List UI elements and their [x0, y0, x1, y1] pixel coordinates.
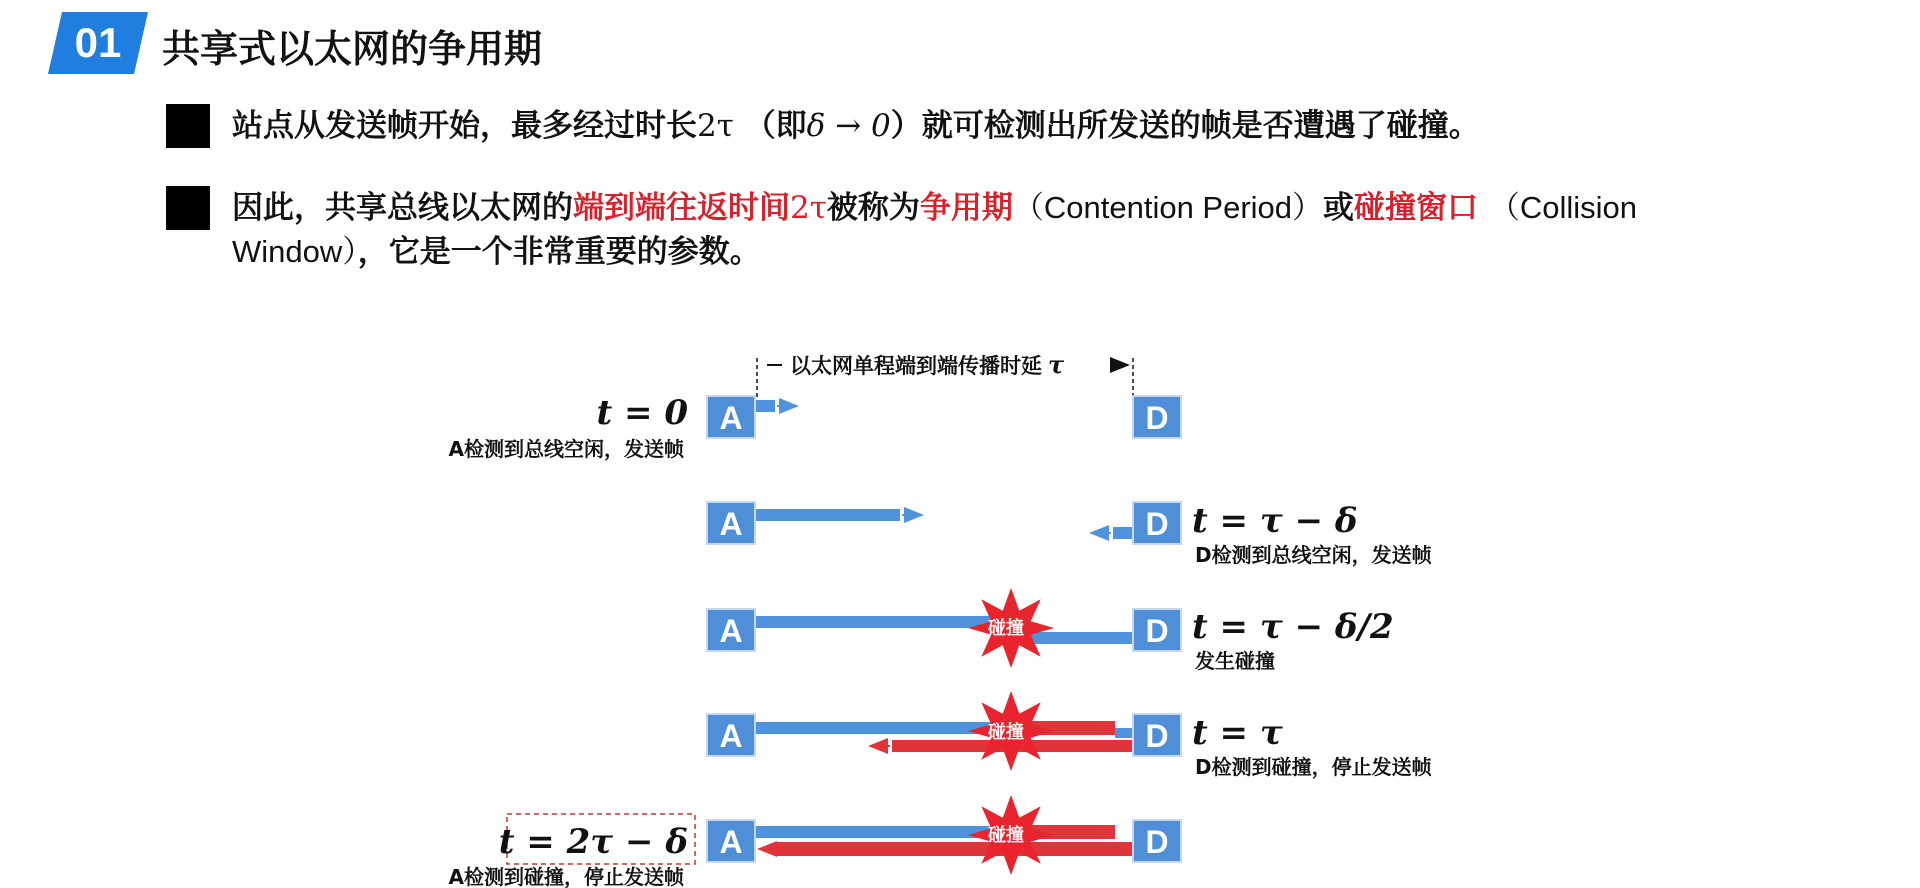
- collision-window-english: （Collision: [1488, 190, 1638, 225]
- collision-label-row-4: 碰撞: [988, 722, 1024, 743]
- row-4: [707, 691, 1433, 779]
- caption-row-2: D检测到总线空闲，发送帧: [1195, 543, 1432, 567]
- window-english: Window）: [232, 234, 358, 269]
- caption-row-3: 发生碰撞: [1195, 649, 1275, 673]
- row-5: [449, 795, 1181, 888]
- node-a-letter-row-3: A: [719, 613, 743, 649]
- row-3: [707, 588, 1394, 673]
- contention-period-english: （Contention Period）: [1012, 190, 1324, 225]
- frame-a-row-3: [755, 616, 1005, 628]
- frame-d-row-2: [1113, 527, 1133, 539]
- highlight-rtt: 端到端往返时间: [573, 190, 790, 226]
- node-d-letter-row-4: D: [1145, 718, 1169, 754]
- frame-d-row-4: [1115, 728, 1133, 738]
- delay-label: 以太网单程端到端传播时延 τ: [790, 350, 1065, 379]
- highlight-contention-period: 争用期: [919, 190, 1013, 226]
- page-title: 共享式以太网的争用期: [162, 27, 543, 71]
- node-a-letter-row-1: A: [719, 400, 743, 436]
- return-red-row-5: [775, 842, 1133, 856]
- bullet-2-rest: ，它是一个非常重要的参数。: [357, 234, 761, 270]
- time-label-row-2: t = τ − δ: [1192, 501, 1358, 541]
- collision-label-row-3: 碰撞: [988, 618, 1024, 639]
- node-a-letter-row-4: A: [719, 718, 743, 754]
- bullet-1-prefix: 站点从发送帧开始，最多经过时长: [232, 108, 697, 144]
- row-1: [449, 393, 1181, 461]
- node-d-letter-row-5: D: [1145, 824, 1169, 860]
- node-d-letter-row-3: D: [1145, 613, 1169, 649]
- node-d-letter-row-1: D: [1145, 400, 1169, 436]
- highlight-collision-window: 碰撞窗口: [1354, 190, 1479, 226]
- bullet-2-p1: 因此，共享总线以太网的: [232, 190, 573, 226]
- bullet-2-p3: 或: [1323, 190, 1355, 226]
- node-a-letter-row-5: A: [719, 824, 743, 860]
- row-2: [707, 501, 1433, 567]
- caption-row-4: D检测到碰撞，停止发送帧: [1195, 755, 1432, 779]
- node-a-letter-row-2: A: [719, 506, 743, 542]
- caption-row-1: A检测到总线空闲，发送帧: [448, 437, 684, 461]
- collision-label-row-5: 碰撞: [988, 825, 1024, 846]
- time-label-row-5: t = 2τ − δ: [498, 822, 688, 862]
- caption-row-5: A检测到碰撞，停止发送帧: [448, 865, 684, 888]
- frame-a-row-1: [755, 400, 775, 412]
- highlight-rtt-math: 2τ: [790, 190, 827, 226]
- node-d-letter-row-2: D: [1145, 506, 1169, 542]
- frame-a-row-2: [755, 509, 900, 521]
- bullet-1-suffix: ）就可检测出所发送的帧是否遭遇了碰撞。: [890, 108, 1480, 144]
- bullet-1-math-delta: δ → 0: [806, 108, 891, 144]
- bullet-2-p2: 被称为: [826, 190, 920, 226]
- time-label-row-3: t = τ − δ/2: [1192, 607, 1394, 647]
- section-number: 01: [74, 19, 122, 66]
- time-label-row-1: t = 0: [596, 393, 688, 433]
- time-label-row-4: t = τ: [1192, 713, 1283, 753]
- bullet-1-mid: （即: [744, 108, 807, 144]
- bullet-1-math-2tau: 2τ: [697, 108, 734, 144]
